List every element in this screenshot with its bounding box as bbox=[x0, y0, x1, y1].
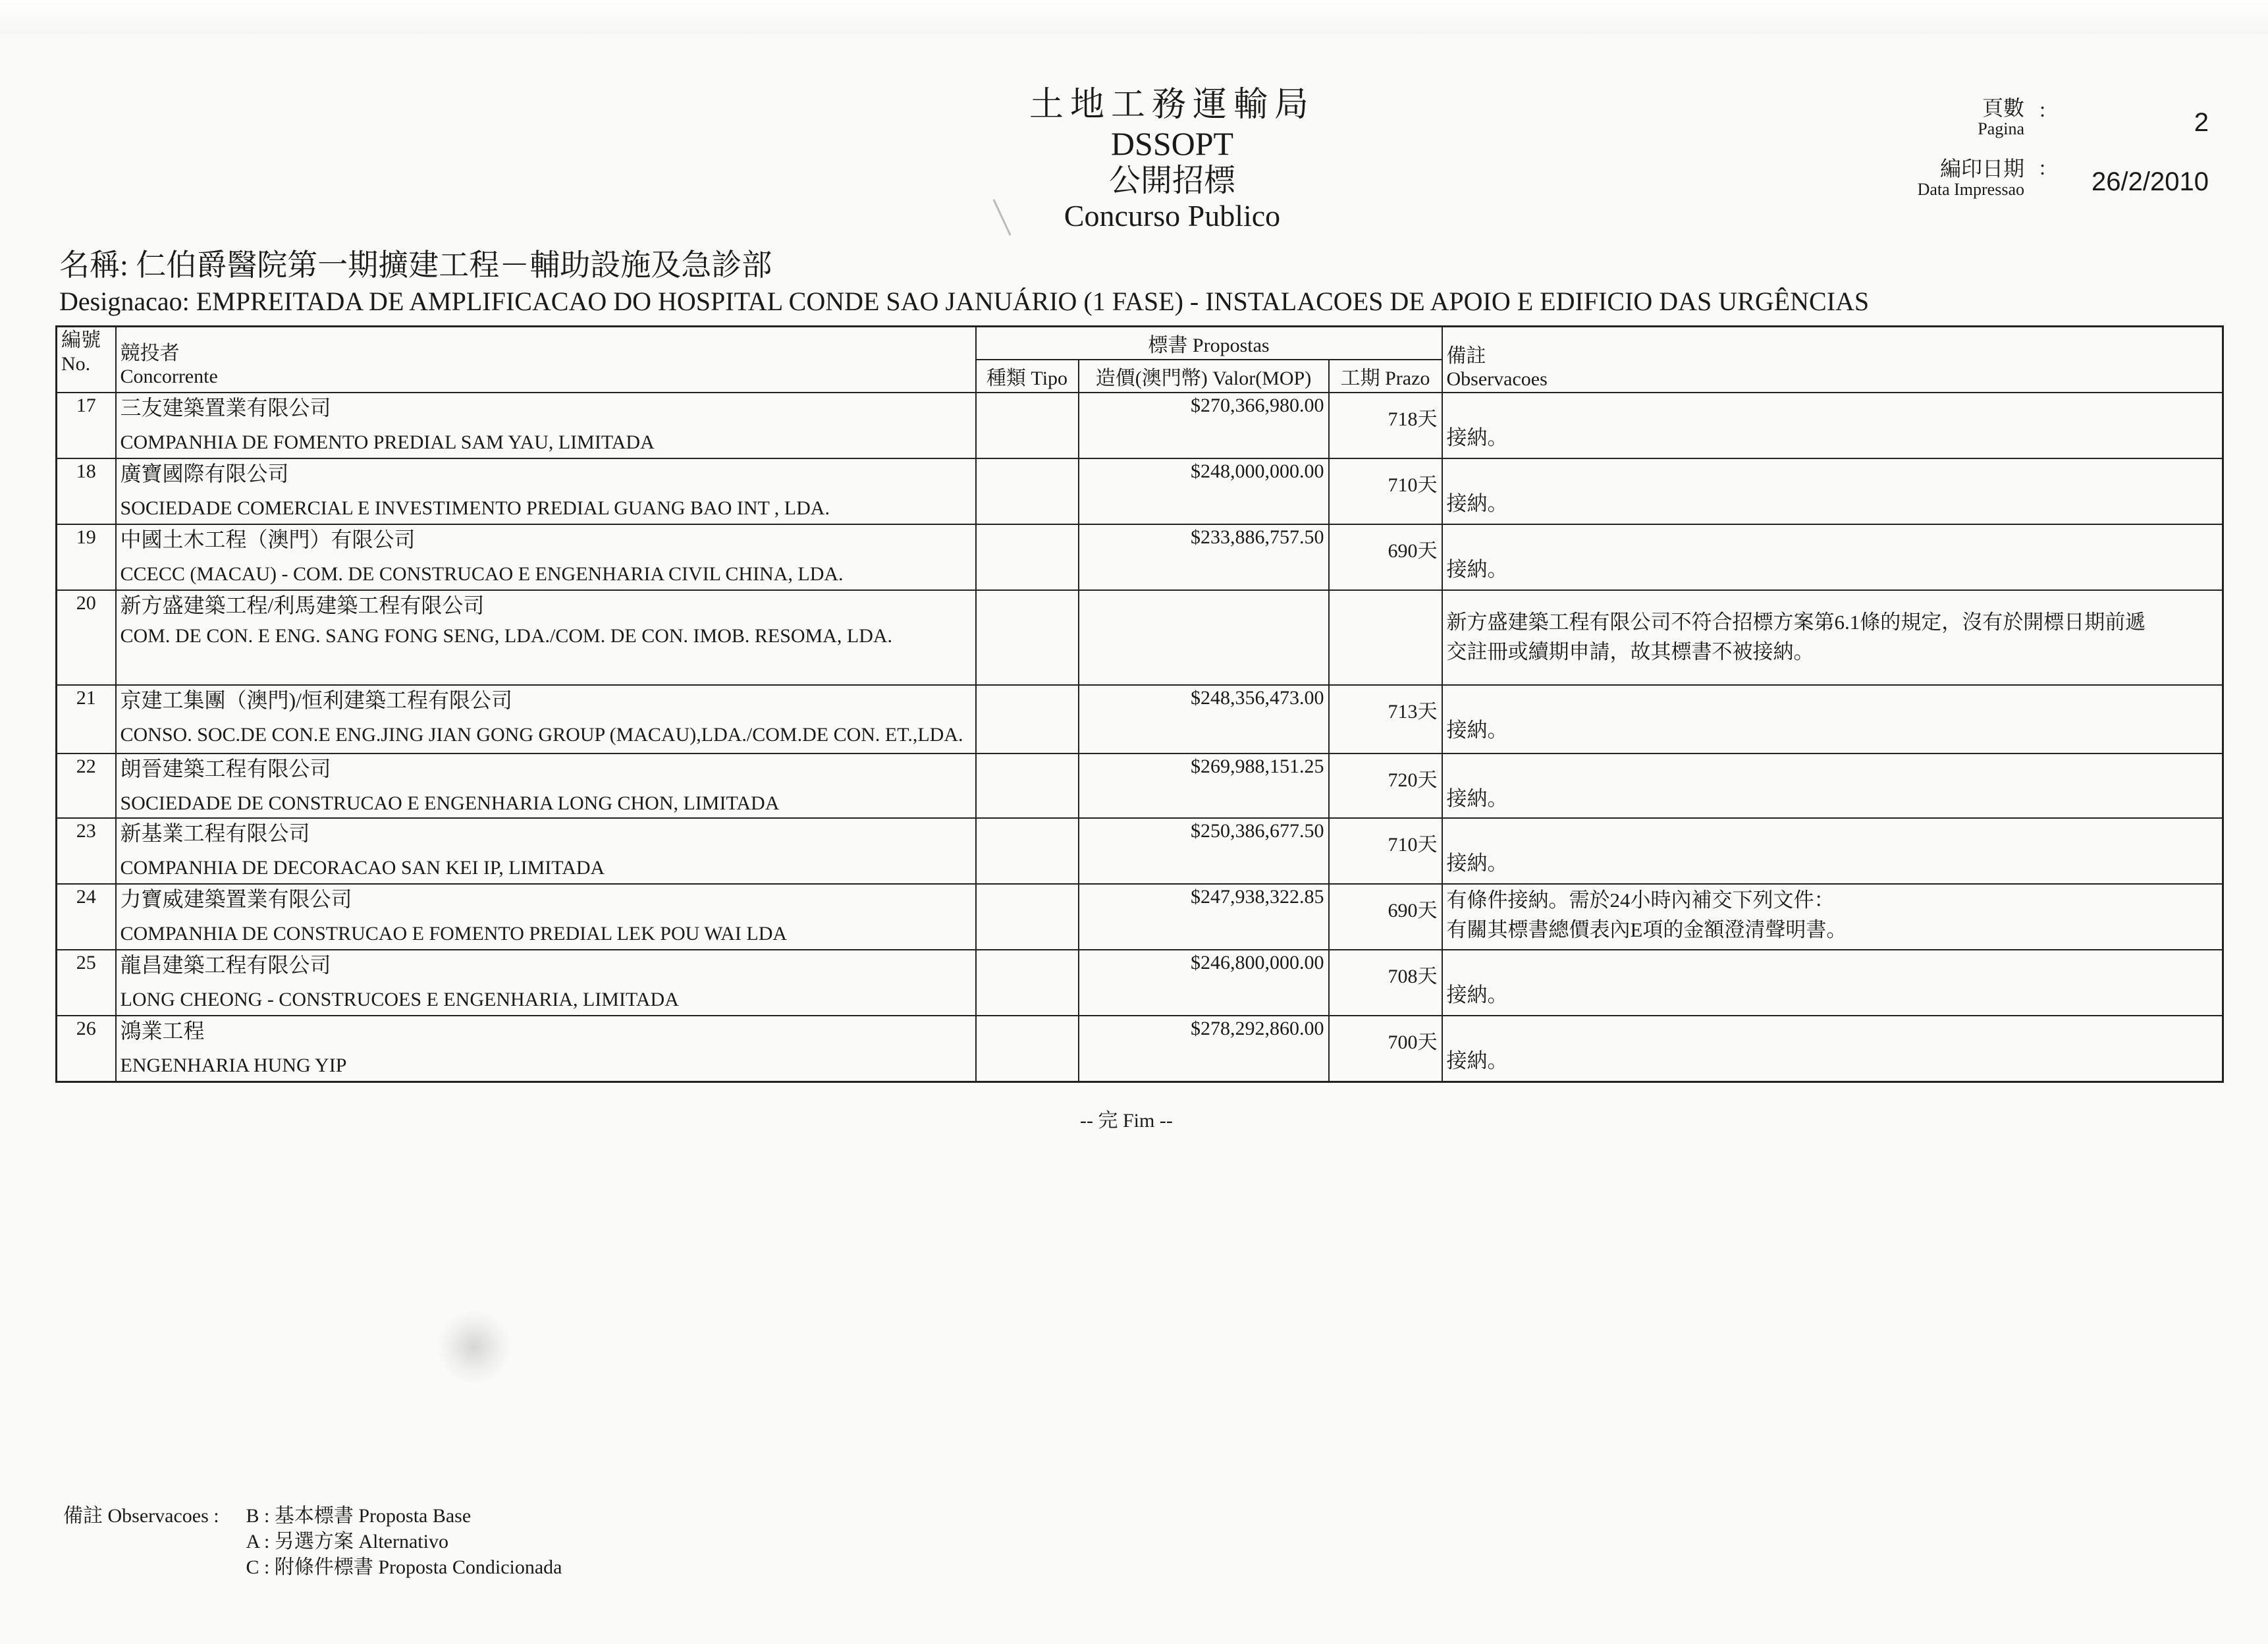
row-no: 17 bbox=[57, 393, 116, 458]
bidder-name-pt: COMPANHIA DE CONSTRUCAO E FOMENTO PREDIAL LEK POU WAI LDA bbox=[120, 923, 788, 945]
agency-name-zh: 土地工務運輸局 bbox=[1029, 86, 1315, 124]
tipo-cell bbox=[976, 1016, 1079, 1082]
tipo-cell bbox=[976, 393, 1079, 458]
valor-cell: $233,886,757.50 bbox=[1079, 524, 1329, 590]
bidder-name-zh: 中國土木工程（澳門）有限公司 bbox=[120, 528, 416, 551]
legend-item: C : 附條件標書 Proposta Condicionada bbox=[246, 1556, 562, 1578]
valor-cell: $248,356,473.00 bbox=[1079, 685, 1329, 754]
obs-cell: 接納。 bbox=[1442, 685, 2223, 754]
bidder-cell bbox=[116, 884, 976, 950]
row-no: 20 bbox=[57, 590, 116, 685]
col-header-bidder: 競投者 Concorrente bbox=[116, 327, 976, 393]
page-label: 頁數 Pagina bbox=[1978, 96, 2024, 138]
paper-smudge bbox=[435, 1311, 514, 1383]
row-no: 21 bbox=[57, 685, 116, 754]
bidder-cell bbox=[116, 524, 976, 590]
table-row bbox=[57, 754, 2223, 818]
valor-cell: $247,938,322.85 bbox=[1079, 884, 1329, 950]
bidder-name-zh: 廣寶國際有限公司 bbox=[120, 462, 289, 485]
bidder-name-pt: SOCIEDADE DE CONSTRUCAO E ENGENHARIA LONG CHON, LIMITADA bbox=[120, 792, 780, 814]
prazo-cell: 690天 bbox=[1329, 524, 1442, 590]
valor-cell: $248,000,000.00 bbox=[1079, 458, 1329, 524]
bidder-cell bbox=[116, 754, 976, 818]
prazo-cell: 713天 bbox=[1329, 685, 1442, 754]
obs-cell bbox=[1442, 884, 2223, 950]
agency-abbr: DSSOPT bbox=[1110, 124, 1234, 162]
bidder-name-pt: LONG CHEONG - CONSTRUCOES E ENGENHARIA, LIMITADA bbox=[120, 989, 679, 1010]
bidder-name-pt: COM. DE CON. E ENG. SANG FONG SENG, LDA./COM. DE CON. IMOB. RESOMA, LDA. bbox=[120, 625, 893, 647]
tipo-cell bbox=[976, 590, 1079, 685]
col-header-proposals: 標書 Propostas bbox=[976, 327, 1442, 360]
project-name-zh: 名稱: 仁伯爵醫院第一期擴建工程－輔助設施及急診部 bbox=[59, 248, 772, 282]
row-no: 18 bbox=[57, 458, 116, 524]
tipo-cell bbox=[976, 458, 1079, 524]
prazo-cell: 718天 bbox=[1329, 393, 1442, 458]
obs-cell bbox=[1442, 590, 2223, 685]
row-no: 23 bbox=[57, 818, 116, 884]
bidder-name-zh: 力寶威建築置業有限公司 bbox=[120, 887, 352, 911]
bidder-cell bbox=[116, 1016, 976, 1082]
obs-cell: 接納。 bbox=[1442, 393, 2223, 458]
table-row bbox=[57, 818, 2223, 884]
tender-type-pt: Concurso Publico bbox=[1064, 199, 1281, 233]
valor-cell: $250,386,677.50 bbox=[1079, 818, 1329, 884]
page-colon: : bbox=[2039, 97, 2045, 121]
row-no: 22 bbox=[57, 754, 116, 818]
page-number: 2 bbox=[2194, 108, 2209, 137]
legend-item: A : 另選方案 Alternativo bbox=[246, 1531, 448, 1552]
footer-notes bbox=[63, 1503, 562, 1580]
table-row bbox=[57, 590, 2223, 685]
print-date: 26/2/2010 bbox=[2092, 167, 2209, 196]
tipo-cell bbox=[976, 685, 1079, 754]
bidder-name-zh: 京建工集團（澳門)/恒利建築工程有限公司 bbox=[120, 688, 513, 712]
bidder-cell bbox=[116, 393, 976, 458]
col-header-valor: 造價(澳門幣) Valor(MOP) bbox=[1079, 360, 1329, 393]
bidder-name-pt: COMPANHIA DE DECORACAO SAN KEI IP, LIMITADA bbox=[120, 857, 605, 879]
bidder-name-zh: 新方盛建築工程/利馬建築工程有限公司 bbox=[120, 593, 485, 617]
row-no: 25 bbox=[57, 950, 116, 1016]
col-header-obs: 備註 Observacoes bbox=[1442, 327, 2223, 393]
valor-cell: $270,366,980.00 bbox=[1079, 393, 1329, 458]
bidder-name-zh: 三友建築置業有限公司 bbox=[120, 396, 331, 420]
table-row bbox=[57, 458, 2223, 524]
obs-line: 有關其標書總價表內E項的金額澄清聲明書。 bbox=[1446, 918, 1847, 941]
prazo-cell: 710天 bbox=[1329, 458, 1442, 524]
bidder-name-zh: 龍昌建築工程有限公司 bbox=[120, 953, 331, 977]
bidder-name-pt: COMPANHIA DE FOMENTO PREDIAL SAM YAU, LIMITADA bbox=[120, 431, 655, 453]
prazo-cell: 710天 bbox=[1329, 818, 1442, 884]
prazo-cell: 700天 bbox=[1329, 1016, 1442, 1082]
col-header-prazo: 工期 Prazo bbox=[1329, 360, 1442, 393]
tipo-cell bbox=[976, 950, 1079, 1016]
valor-cell: $269,988,151.25 bbox=[1079, 754, 1329, 818]
obs-cell: 接納。 bbox=[1442, 524, 2223, 590]
row-no: 19 bbox=[57, 524, 116, 590]
bidder-cell bbox=[116, 818, 976, 884]
date-label: 編印日期 Data Impressao bbox=[1917, 157, 2024, 199]
bidder-cell bbox=[116, 685, 976, 754]
obs-cell: 接納。 bbox=[1442, 754, 2223, 818]
tipo-cell bbox=[976, 884, 1079, 950]
bidder-name-zh: 鴻業工程 bbox=[120, 1019, 205, 1043]
obs-line: 交註冊或續期申請，故其標書不被接納。 bbox=[1446, 640, 1814, 663]
footer-label: 備註 Observacoes : bbox=[63, 1505, 219, 1527]
obs-line: 新方盛建築工程有限公司不符合招標方案第6.1條的規定，沒有於開標日期前遞 bbox=[1446, 611, 2146, 634]
bids-table bbox=[55, 325, 2224, 1083]
footer-legend bbox=[246, 1503, 562, 1580]
prazo-cell bbox=[1329, 590, 1442, 685]
date-colon: : bbox=[2039, 155, 2045, 179]
bidder-cell bbox=[116, 590, 976, 685]
end-mark: -- 完 Fim -- bbox=[1080, 1110, 1173, 1132]
tipo-cell bbox=[976, 818, 1079, 884]
obs-cell: 接納。 bbox=[1442, 818, 2223, 884]
col-header-tipo: 種類 Tipo bbox=[976, 360, 1079, 393]
bidder-name-pt: CONSO. SOC.DE CON.E ENG.JING JIAN GONG GROUP (MACAU),LDA./COM.DE CON. ET.,LDA. bbox=[120, 724, 963, 746]
valor-cell bbox=[1079, 590, 1329, 685]
bidder-name-pt: SOCIEDADE COMERCIAL E INVESTIMENTO PREDIAL GUANG BAO INT , LDA. bbox=[120, 497, 830, 519]
table-row bbox=[57, 685, 2223, 754]
row-no: 24 bbox=[57, 884, 116, 950]
valor-cell: $246,800,000.00 bbox=[1079, 950, 1329, 1016]
table-row bbox=[57, 950, 2223, 1016]
obs-cell: 接納。 bbox=[1442, 1016, 2223, 1082]
page-info bbox=[1840, 97, 2209, 203]
legend-item: B : 基本標書 Proposta Base bbox=[246, 1505, 472, 1527]
prazo-cell: 708天 bbox=[1329, 950, 1442, 1016]
bidder-cell bbox=[116, 458, 976, 524]
scan-edge bbox=[0, 0, 2268, 34]
table-row bbox=[57, 884, 2223, 950]
table-row bbox=[57, 1016, 2223, 1082]
tipo-cell bbox=[976, 524, 1079, 590]
bidder-name-pt: CCECC (MACAU) - COM. DE CONSTRUCAO E ENGENHARIA CIVIL CHINA, LDA. bbox=[120, 563, 844, 585]
obs-cell: 接納。 bbox=[1442, 950, 2223, 1016]
bidder-name-zh: 新基業工程有限公司 bbox=[120, 821, 310, 845]
bidder-name-zh: 朗晉建築工程有限公司 bbox=[120, 757, 331, 781]
valor-cell: $278,292,860.00 bbox=[1079, 1016, 1329, 1082]
tipo-cell bbox=[976, 754, 1079, 818]
prazo-cell: 720天 bbox=[1329, 754, 1442, 818]
obs-line: 有條件接納。需於24小時內補交下列文件： bbox=[1446, 889, 1835, 912]
table-row bbox=[57, 393, 2223, 458]
project-designacao: Designacao: EMPREITADA DE AMPLIFICACAO DO HOSPITAL CONDE SAO JANUÁRIO (1 FASE) - INSTALACOES DE APOIO E EDIFICIO DAS URGÊNCIAS bbox=[59, 287, 1870, 316]
project-title bbox=[59, 241, 1869, 317]
obs-cell: 接納。 bbox=[1442, 458, 2223, 524]
document-header bbox=[975, 86, 1370, 234]
table-row bbox=[57, 524, 2223, 590]
tender-type-zh: 公開招標 bbox=[1108, 163, 1235, 199]
col-header-no: 編號 No. bbox=[57, 327, 116, 393]
row-no: 26 bbox=[57, 1016, 116, 1082]
bidder-cell bbox=[116, 950, 976, 1016]
prazo-cell: 690天 bbox=[1329, 884, 1442, 950]
bidder-name-pt: ENGENHARIA HUNG YIP bbox=[120, 1055, 347, 1076]
